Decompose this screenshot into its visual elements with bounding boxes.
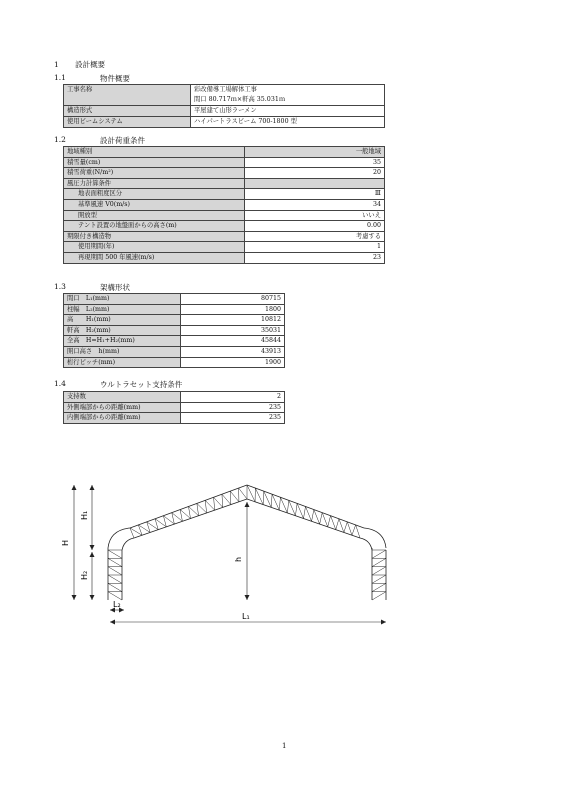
label-L1: L₁ [242, 612, 250, 621]
subsection-title: 架構形状 [100, 283, 130, 292]
value-cell: 一般地域 [245, 147, 385, 158]
value-cell: 平屋建て山形ラーメン [191, 106, 385, 117]
value-cell: 23 [245, 252, 385, 263]
value-cell: Ⅲ [245, 189, 385, 200]
label-cell: 積雪量(cm) [64, 157, 245, 168]
table-row [64, 147, 385, 158]
table-row [64, 252, 385, 263]
subsection-heading-1-4 [54, 379, 274, 389]
table-row [64, 392, 285, 403]
table-row [64, 199, 385, 210]
label-cell: 期限付き構造物 [64, 231, 245, 242]
label-cell: 全高 H=H₁+H₂(mm) [64, 336, 181, 347]
table-row [64, 117, 385, 128]
value-cell: 80715 [181, 294, 285, 305]
table-row [64, 221, 385, 232]
value-cell: 考慮する [245, 231, 385, 242]
section-title: 設計概要 [75, 60, 106, 69]
table-row [64, 325, 285, 336]
label-cell: 間口 L₁(mm) [64, 294, 181, 305]
table-row [64, 231, 385, 242]
label-cell: 軒高 H₂(mm) [64, 325, 181, 336]
left-knee-outer [108, 528, 130, 548]
subsection-number: 1.3 [54, 282, 66, 291]
label-H1: H₁ [80, 510, 89, 520]
table-row [64, 346, 285, 357]
table-row [64, 413, 285, 424]
frame-shape-table [63, 293, 285, 368]
label-cell: 開口高さ h(mm) [64, 346, 181, 357]
table-row [64, 106, 385, 117]
label-cell: 柱幅 L₂(mm) [64, 304, 181, 315]
value-cell: 45844 [181, 336, 285, 347]
value-cell: ハイパートラスビーム 700-1800 型 [191, 117, 385, 128]
label-cell: 風圧力計算条件 [64, 178, 245, 189]
section-heading-1 [54, 59, 105, 70]
subsection-number: 1.2 [54, 135, 66, 144]
value-cell: 20 [245, 168, 385, 179]
label-cell: 地域種別 [64, 147, 245, 158]
section-number: 1 [54, 60, 59, 69]
value-cell: 彩改備導工場解体工事 [191, 85, 385, 96]
value-cell: 1 [245, 242, 385, 253]
table-row [64, 178, 385, 189]
label-cell: 構造形式 [64, 106, 191, 117]
table-row [64, 168, 385, 179]
value-cell: 1900 [181, 357, 285, 368]
value-cell: 2 [181, 392, 285, 403]
table-row [64, 85, 385, 96]
label-cell: 使用期間(年) [64, 242, 245, 253]
table-row [64, 189, 385, 200]
value-cell [245, 178, 385, 189]
label-cell: 支持数 [64, 392, 181, 403]
label-cell: 地表面粗度区分 [64, 189, 245, 200]
label-cell: 開放型 [64, 210, 245, 221]
table-row [64, 402, 285, 413]
right-knee-outer [364, 528, 386, 548]
project-overview-table [63, 84, 385, 128]
label-H: H [61, 539, 70, 546]
table-row [64, 157, 385, 168]
value-cell: 34 [245, 199, 385, 210]
label-cell: テント設置の地盤面からの高さ(m) [64, 221, 245, 232]
label-cell: 積雪荷重(N/m²) [64, 168, 245, 179]
right-knee-inner [360, 538, 372, 550]
subsection-heading-1-1 [54, 73, 254, 83]
table-row [64, 210, 385, 221]
label-cell: 外側端部からの距離(mm) [64, 402, 181, 413]
label-h: h [234, 556, 243, 562]
subsection-heading-1-3 [54, 282, 254, 292]
table-row [64, 304, 285, 315]
label-cell: 桁行ピッチ(mm) [64, 357, 181, 368]
subsection-number: 1.4 [54, 379, 66, 388]
subsection-title: ウルトラセット支持条件 [100, 380, 183, 389]
table-row [64, 294, 285, 305]
value-cell: 35 [245, 157, 385, 168]
label-cell: 高 H₁(mm) [64, 315, 181, 326]
label-cell: 再現期間 500 年風速(m/s) [64, 252, 245, 263]
label-L2: L₂ [113, 600, 121, 609]
value-cell: 1800 [181, 304, 285, 315]
label-cell: 工事名称 [64, 85, 191, 106]
label-cell: 内側端部からの距離(mm) [64, 413, 181, 424]
support-condition-table [63, 391, 285, 424]
subsection-number: 1.1 [54, 73, 66, 82]
label-H2: H₂ [80, 570, 89, 580]
label-cell: 基準風速 V0(m/s) [64, 199, 245, 210]
truss-frame-diagram [60, 470, 400, 635]
label-cell: 使用ビームシステム [64, 117, 191, 128]
design-load-table [63, 146, 385, 264]
table-row [64, 242, 385, 253]
value-cell: 235 [181, 413, 285, 424]
value-cell: 10812 [181, 315, 285, 326]
value-cell: いいえ [245, 210, 385, 221]
table-row [64, 315, 285, 326]
value-cell: 35031 [181, 325, 285, 336]
left-knee-inner [122, 538, 134, 550]
value-cell: 間口 80.717ｍ×軒高 35.031ｍ [191, 95, 385, 106]
value-cell: 235 [181, 402, 285, 413]
subsection-title: 設計荷重条件 [100, 136, 145, 145]
table-row [64, 357, 285, 368]
value-cell: 43913 [181, 346, 285, 357]
table-row [64, 336, 285, 347]
value-cell: 0.00 [245, 221, 385, 232]
subsection-heading-1-2 [54, 135, 254, 145]
page-number: 1 [282, 742, 287, 750]
subsection-title: 物件概要 [100, 74, 130, 83]
